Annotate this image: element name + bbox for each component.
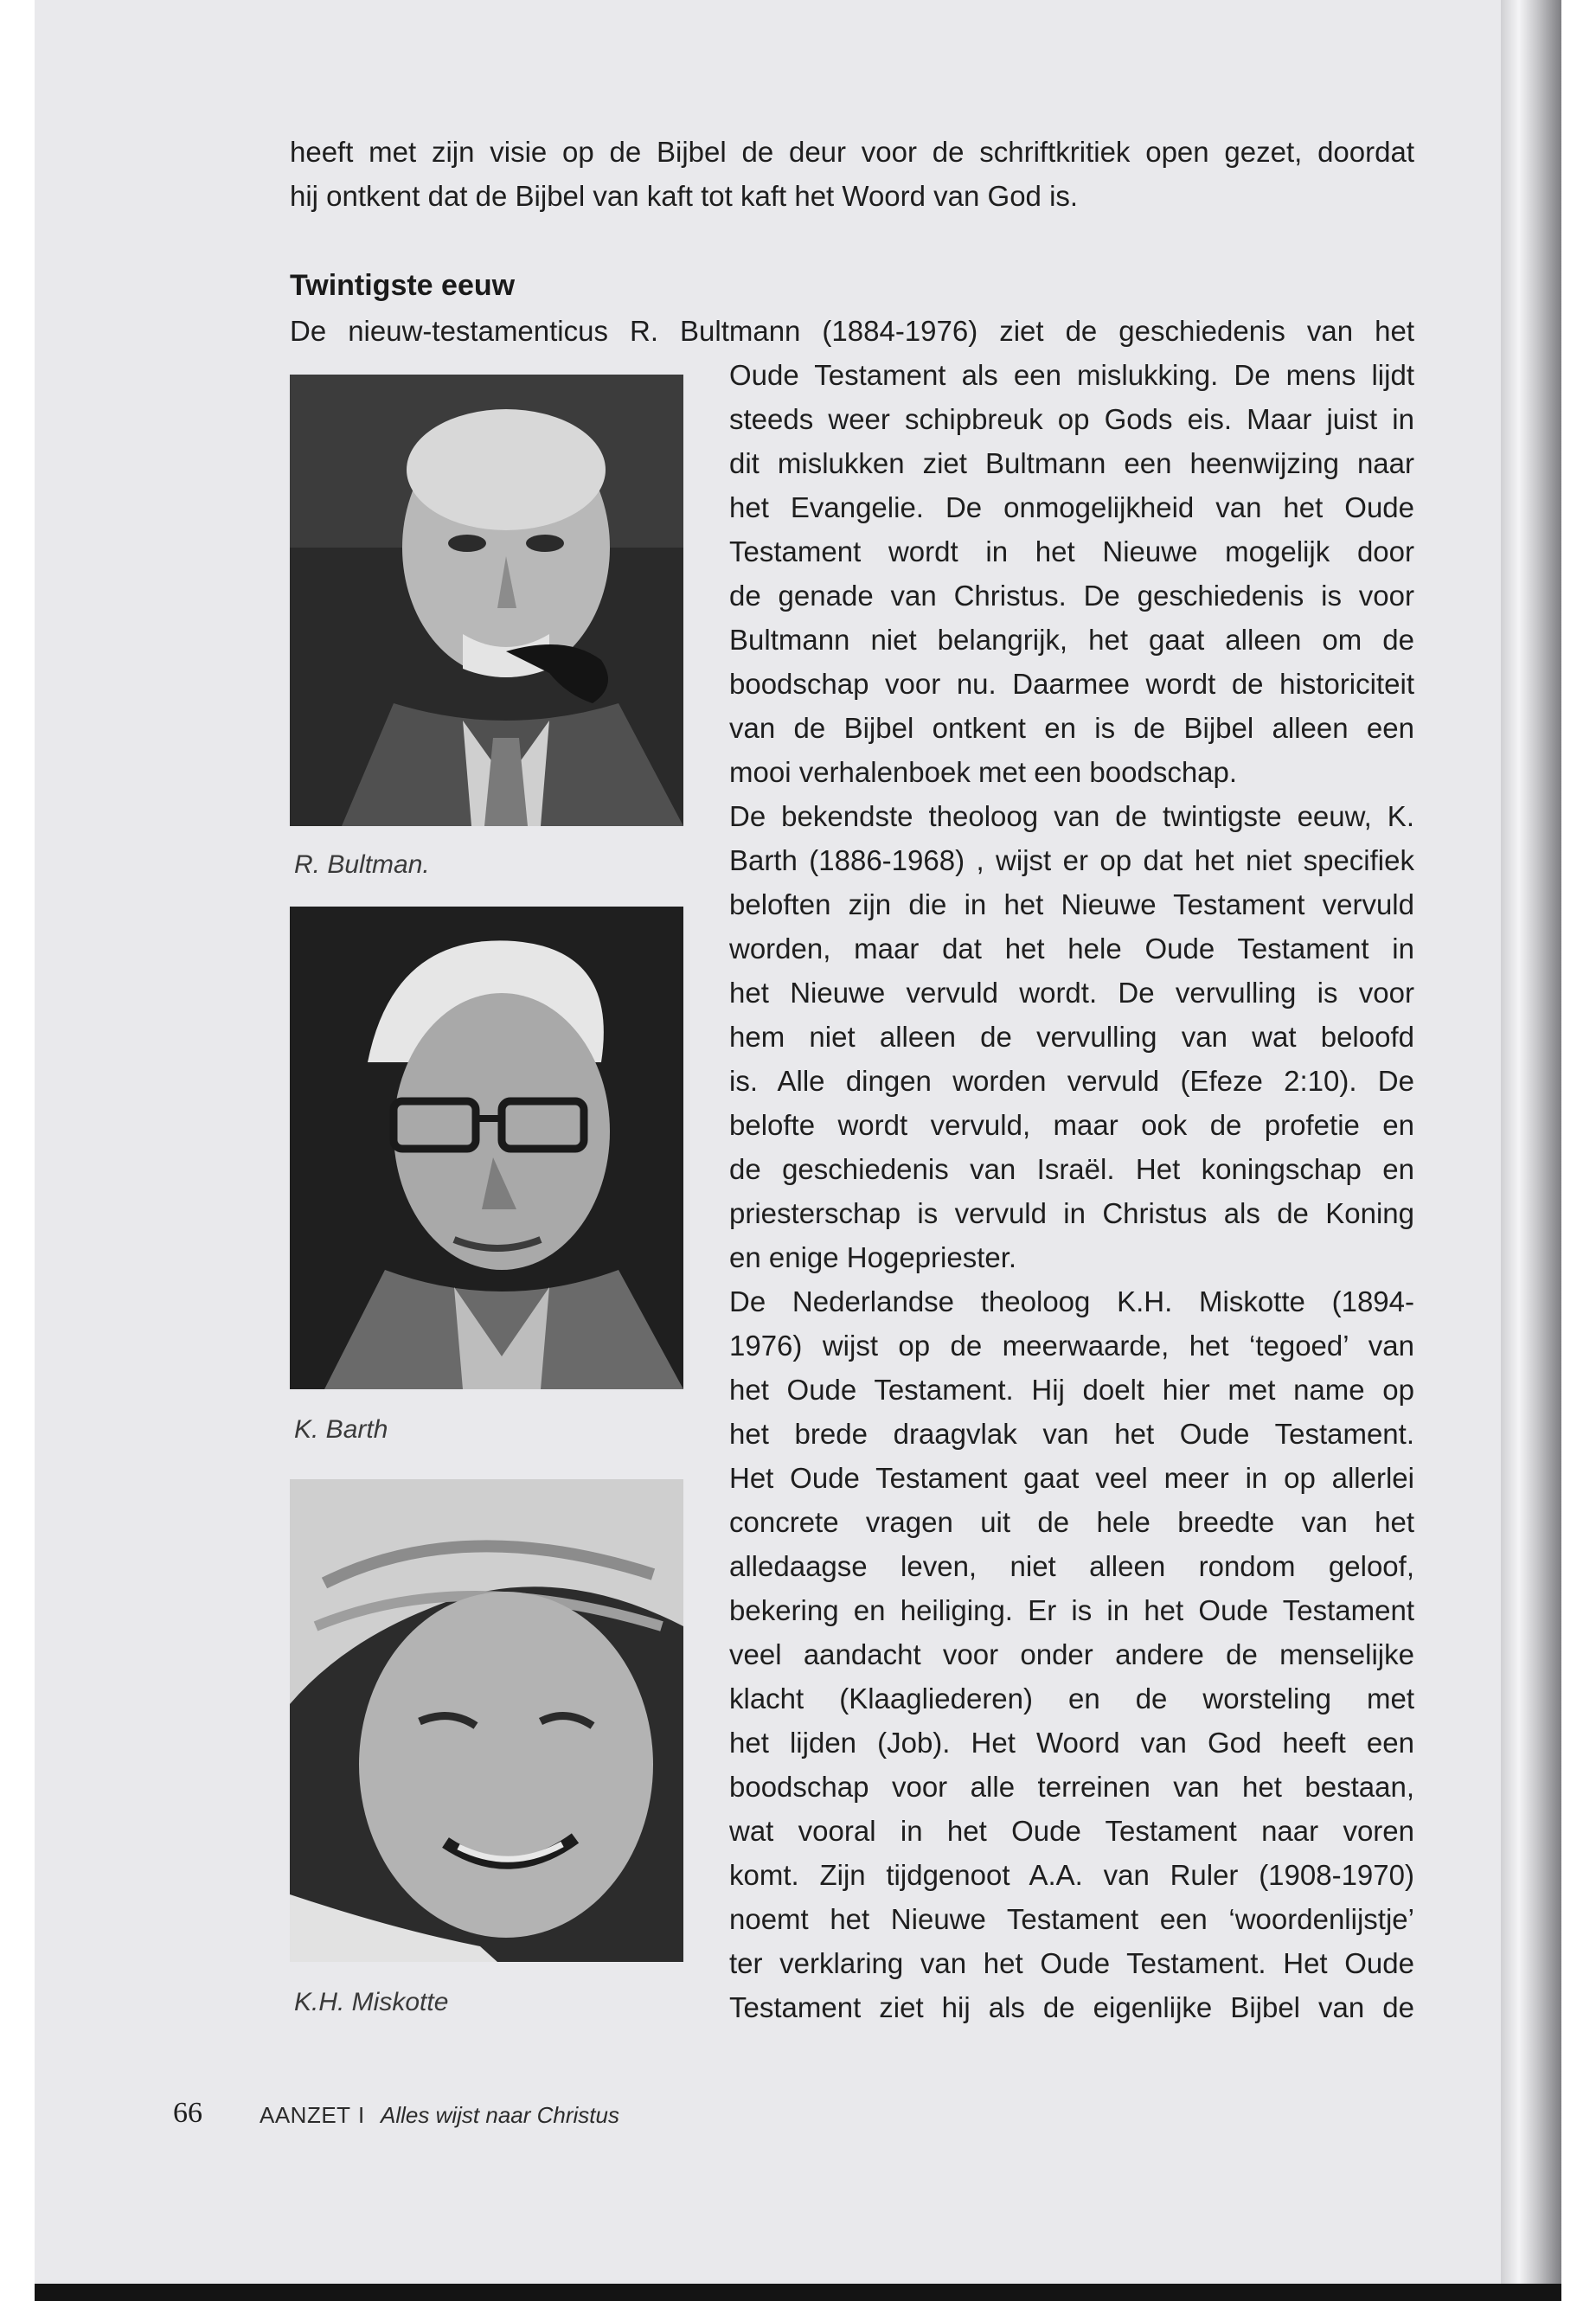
body-line: concrete vragen uit de hele breedte van het	[729, 1506, 1414, 1538]
body-line: de genade van Christus. De geschiedenis is voor	[729, 580, 1414, 612]
footer-separator: I	[358, 2102, 365, 2128]
intro-line-1: heeft met zijn visie op de Bijbel de deur voor de schriftkritiek open gezet, doordat	[290, 136, 1414, 168]
bultmann-portrait-image	[290, 375, 683, 826]
body-line: steeds weer schipbreuk op Gods eis. Maar juist in	[729, 403, 1414, 435]
body-line: Testament wordt in het Nieuwe mogelijk door	[729, 535, 1414, 567]
body-line: mooi verhalenboek met een boodschap.	[729, 756, 1238, 788]
body-line: priesterschap is vervuld in Christus als de Koning	[729, 1197, 1414, 1229]
body-line: Oude Testament als een mislukking. De mens lijdt	[729, 359, 1414, 391]
body-text-column	[729, 353, 1414, 2029]
caption-bultmann: R. Bultman.	[294, 850, 430, 879]
body-line: de geschiedenis van Israël. Het koningschap en	[729, 1153, 1414, 1185]
body-line: en enige Hogepriester.	[729, 1241, 1017, 1273]
bottom-shadow	[35, 2284, 1561, 2301]
body-line: alledaagse leven, niet alleen rondom geloof,	[729, 1550, 1414, 1582]
body-line: klacht (Klaagliederen) en de worsteling met	[729, 1682, 1414, 1715]
body-line: het Oude Testament. Hij doelt hier met name op	[729, 1374, 1414, 1406]
body-line: wat vooral in het Oude Testament naar voren	[729, 1815, 1414, 1847]
intro-line-2: hij ontkent dat de Bijbel van kaft tot kaft het Woord van God is.	[290, 180, 1079, 212]
body-line: het brede draagvlak van het Oude Testament.	[729, 1418, 1414, 1450]
body-line: boodschap voor alle terreinen van het bestaan,	[729, 1771, 1414, 1803]
body-line: 1976) wijst op de meerwaarde, het ‘tegoed’ van	[729, 1330, 1414, 1362]
body-line: De bekendste theoloog van de twintigste eeuw, K.	[729, 800, 1414, 832]
caption-miskotte: K.H. Miskotte	[294, 1988, 449, 2016]
body-line: Testament ziet hij als de eigenlijke Bijbel van de	[729, 1991, 1414, 2023]
body-line: komt. Zijn tijdgenoot A.A. van Ruler (1908-1970)	[729, 1859, 1414, 1891]
miskotte-portrait-image	[290, 1479, 683, 1962]
body-line: Het Oude Testament gaat veel meer in op allerlei	[729, 1462, 1414, 1494]
body-line: belofte wordt vervuld, maar ook de profetie en	[729, 1109, 1414, 1141]
barth-portrait-image	[290, 907, 683, 1389]
body-line: worden, maar dat het hele Oude Testament in	[729, 933, 1414, 965]
body-line: het Evangelie. De onmogelijkheid van het Oude	[729, 491, 1414, 523]
page-edge	[1501, 0, 1561, 2301]
body-line: Barth (1886-1968) , wijst er op dat het niet specifiek	[729, 844, 1414, 876]
body-line: De Nederlandse theoloog K.H. Miskotte (1894-	[729, 1285, 1414, 1317]
barth-photo	[290, 907, 683, 1389]
body-line: veel aandacht voor onder andere de menselijke	[729, 1638, 1414, 1670]
series-name: AANZET	[260, 2102, 351, 2128]
body-line: Bultmann niet belangrijk, het gaat alleen om de	[729, 624, 1414, 656]
body-line: is. Alle dingen worden vervuld (Efeze 2:10). De	[729, 1065, 1414, 1097]
book-title: Alles wijst naar Christus	[381, 2102, 619, 2128]
section-heading: Twintigste eeuw	[290, 269, 516, 302]
body-line: het lijden (Job). Het Woord van God heeft een	[729, 1727, 1414, 1759]
caption-barth: K. Barth	[294, 1415, 388, 1444]
page-number: 66	[173, 2097, 202, 2129]
body-line: van de Bijbel ontkent en is de Bijbel alleen een	[729, 712, 1414, 744]
body-line: noemt het Nieuwe Testament een ‘woordenlijstje’	[729, 1903, 1414, 1935]
body-line: dit mislukken ziet Bultmann een heenwijzing naar	[729, 447, 1414, 479]
miskotte-photo	[290, 1479, 683, 1962]
body-line: boodschap voor nu. Daarmee wordt de historiciteit	[729, 668, 1414, 700]
body-first-line: De nieuw-testamenticus R. Bultmann (1884-1976) ziet de geschiedenis van het	[290, 315, 1414, 347]
body-line: ter verklaring van het Oude Testament. Het Oude	[729, 1947, 1414, 1979]
body-line: het Nieuwe vervuld wordt. De vervulling is voor	[729, 977, 1414, 1009]
body-line: beloften zijn die in het Nieuwe Testament vervuld	[729, 888, 1414, 920]
bultmann-photo	[290, 375, 683, 826]
body-line: bekering en heiliging. Er is in het Oude Testament	[729, 1594, 1414, 1626]
body-line: hem niet alleen de vervulling van wat beloofd	[729, 1021, 1414, 1053]
